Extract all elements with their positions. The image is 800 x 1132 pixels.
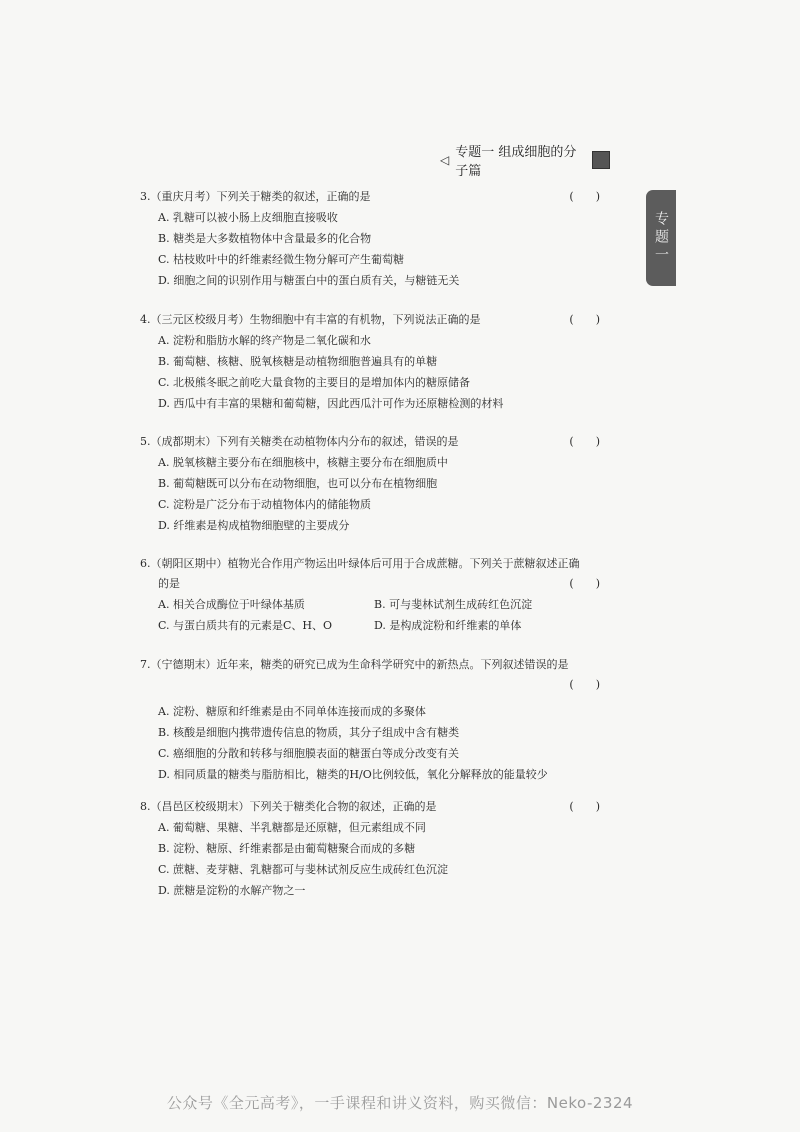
option-b: B. 糖类是大多数植物体中含量最多的化合物 — [158, 232, 372, 245]
side-tab-topic: 专题一 — [646, 190, 676, 286]
option-c: C. 枯枝败叶中的纤维素经微生物分解可产生葡萄糖 — [158, 253, 405, 266]
option-a: A. 脱氧核糖主要分布在细胞核中，核糖主要分布在细胞质中 — [158, 456, 448, 469]
question-stem: 8.（昌邑区校级期末）下列关于糖类化合物的叙述，正确的是 — [140, 800, 437, 813]
question-stem: 7.（宁德期末）近年来，糖类的研究已成为生命科学研究中的新热点。下列叙述错误的是 — [140, 658, 569, 671]
section-badge-icon — [592, 151, 610, 169]
option-d: D. 是构成淀粉和纤维素的单体 — [374, 619, 522, 632]
option-d: D. 相同质量的糖类与脂肪相比，糖类的H/O比例较低，氧化分解释放的能量较少 — [158, 768, 548, 781]
option-d: D. 西瓜中有丰富的果糖和葡萄糖，因此西瓜汁可作为还原糖检测的材料 — [158, 397, 504, 410]
question-stem: 5.（成都期末）下列有关糖类在动植物体内分布的叙述，错误的是 — [140, 435, 459, 448]
option-a: A. 淀粉、糖原和纤维素是由不同单体连接而成的多聚体 — [158, 705, 426, 718]
triangle-left-icon: ◁ — [440, 153, 450, 167]
option-c: C. 蔗糖、麦芽糖、乳糖都可与斐林试剂反应生成砖红色沉淀 — [158, 863, 449, 876]
option-b: B. 葡萄糖既可以分布在动物细胞，也可以分布在植物细胞 — [158, 477, 438, 490]
answer-blank: ( ) — [569, 435, 600, 448]
answer-blank: ( ) — [569, 577, 600, 590]
option-d: D. 蔗糖是淀粉的水解产物之一 — [158, 884, 306, 897]
option-a: A. 相关合成酶位于叶绿体基质 — [158, 598, 305, 611]
option-c: C. 北极熊冬眠之前吃大量食物的主要目的是增加体内的糖原储备 — [158, 376, 471, 389]
watermark-footer: 公众号《全元高考》，一手课程和讲义资料，购买微信：Neko-2324 — [166, 1094, 634, 1112]
answer-blank: ( ) — [569, 190, 600, 203]
option-a: A. 淀粉和脂肪水解的终产物是二氧化碳和水 — [158, 334, 371, 347]
option-d: D. 纤维素是构成植物细胞壁的主要成分 — [158, 519, 350, 532]
question-stem: 4.（三元区校级月考）生物细胞中有丰富的有机物，下列说法正确的是 — [140, 313, 481, 326]
question-6 — [140, 554, 600, 636]
option-c: C. 与蛋白质共有的元素是C、H、O — [158, 619, 333, 632]
option-b: B. 葡萄糖、核糖、脱氧核糖是动植物细胞普遍具有的单糖 — [158, 355, 438, 368]
question-7 — [140, 655, 600, 785]
answer-blank: ( ) — [569, 800, 600, 813]
question-8 — [140, 797, 600, 901]
option-c: C. 淀粉是广泛分布于动植物体内的储能物质 — [158, 498, 372, 511]
option-c: C. 癌细胞的分散和转移与细胞膜表面的糖蛋白等成分改变有关 — [158, 747, 460, 760]
question-5 — [140, 432, 600, 536]
option-a: A. 乳糖可以被小肠上皮细胞直接吸收 — [158, 211, 338, 224]
question-4 — [140, 310, 600, 414]
question-stem: 3.（重庆月考）下列关于糖类的叙述，正确的是 — [140, 190, 371, 203]
answer-blank: ( ) — [569, 313, 600, 326]
question-stem-continued: 的是 — [158, 577, 180, 590]
option-a: A. 葡萄糖、果糖、半乳糖都是还原糖，但元素组成不同 — [158, 821, 426, 834]
option-d: D. 细胞之间的识别作用与糖蛋白中的蛋白质有关，与糖链无关 — [158, 274, 460, 287]
option-b: B. 可与斐林试剂生成砖红色沉淀 — [374, 598, 533, 611]
option-b: B. 淀粉、糖原、纤维素都是由葡萄糖聚合而成的多糖 — [158, 842, 416, 855]
question-3 — [140, 187, 600, 291]
question-stem: 6.（朝阳区期中）植物光合作用产物运出叶绿体后可用于合成蔗糖。下列关于蔗糖叙述正确 — [140, 557, 580, 570]
answer-blank: ( ) — [569, 678, 600, 691]
page-title: 专题一 组成细胞的分子篇 — [455, 145, 577, 179]
page-header — [440, 145, 610, 179]
option-b: B. 核酸是细胞内携带遗传信息的物质，其分子组成中含有糖类 — [158, 726, 460, 739]
